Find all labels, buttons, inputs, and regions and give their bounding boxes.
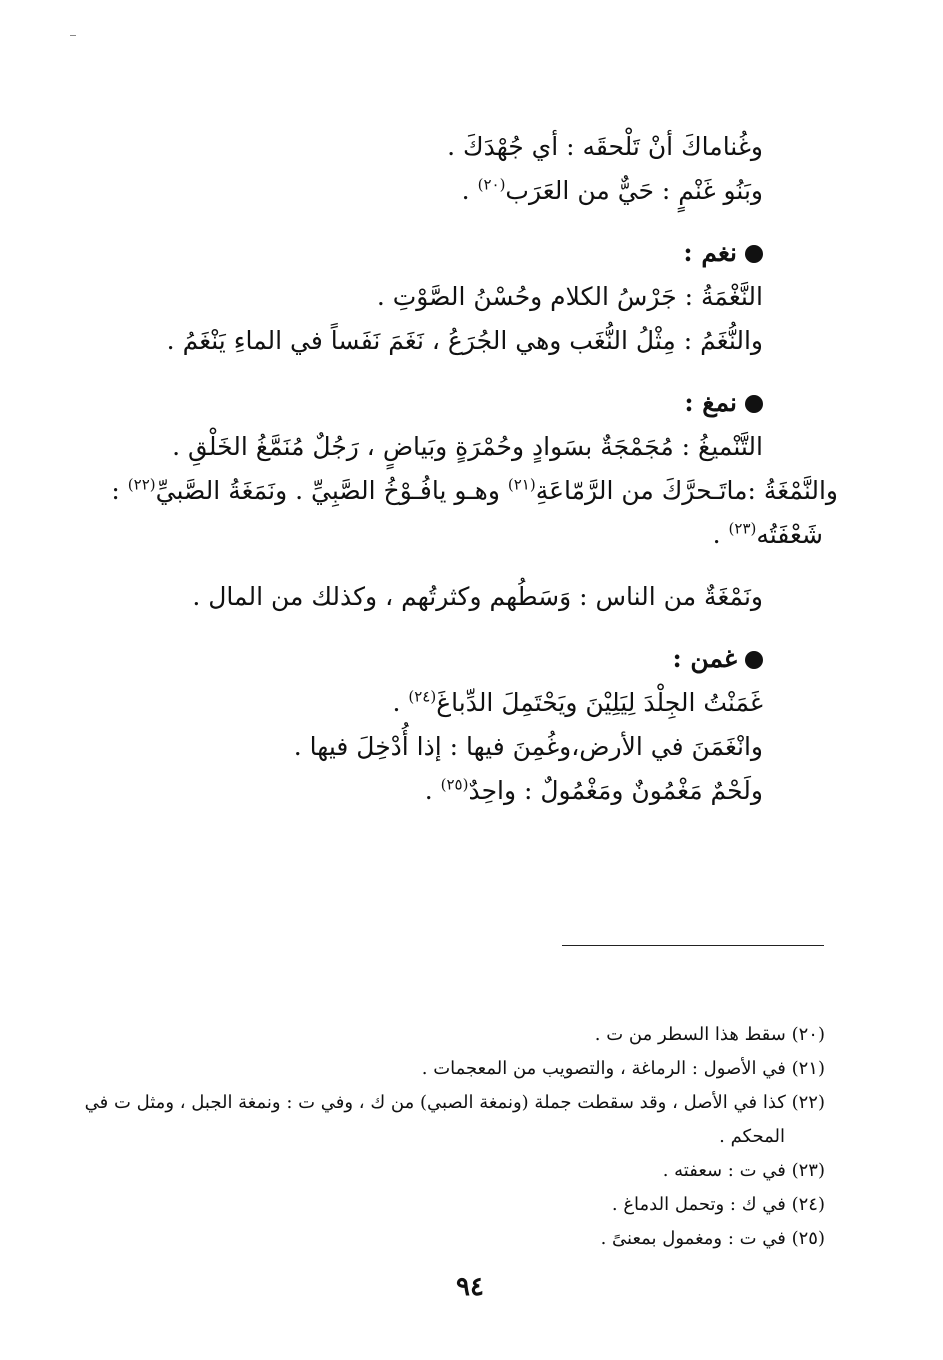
- footnote-ref: (٢٢): [127, 475, 156, 494]
- scan-speck: [70, 35, 76, 36]
- text-line: ونَمْغَةٌ من الناس : وَسَطُهم وكثرتُهم ، وكذلك من المال .: [192, 582, 763, 611]
- footnote: (٢٢) كذا في الأصل ، وقد سقطت جملة (ونمغة الصبي) من ك ، وفي ت : ونمغة الجبل ، ومثل ت في: [84, 1092, 825, 1113]
- footnote-ref: (٢١): [507, 475, 536, 494]
- footnote-ref: (٢٠): [477, 175, 506, 194]
- main-text: [83, 125, 838, 813]
- text-line: التَّنْميغُ : مُجَمْجَةٌ بسَوادٍ وحُمْرَةٍ وبَياضٍ ، رَجُلٌ مُنَمَّغُ الخَلْقِ .: [172, 432, 763, 461]
- footnote-ref: (٢٥): [440, 775, 469, 794]
- bullet-icon: [745, 245, 763, 263]
- footnote: (٢١) في الأصول : الرماغة ، والتصويب من المعجمات .: [421, 1058, 825, 1079]
- section-heading: نغم :: [83, 231, 763, 275]
- text-line-wide: والنَّمْغَةُ :ماتَـحرَّكَ من الرَّمّاعَةِ$^{(٢١)}$ وهـو يافُـوْخُ الصَّبِيِّ . ونَمَغَةُ الصَّبيِّ$^{(٢٢)}$ :: [111, 475, 838, 505]
- text-line: وغُناماكَ أنْ تَلْحقَه : أي جُهْدَكَ .: [447, 132, 763, 161]
- footnote-continuation: المحكم .: [719, 1126, 785, 1147]
- text-line: غَمَنْتُ الجِلْدَ لِيَلِيْنَ ويَحْتَمِلَ الدِّباغَ$^{(٢٤)}$ .: [392, 687, 763, 717]
- text-line: ولَحْمٌ مَغْمُونٌ ومَغْمُولٌ : واحِدٌ$^{(٢٥)}$ .: [424, 775, 763, 805]
- footnotes: [84, 1018, 825, 1256]
- footnote-ref: (٢٣): [728, 519, 757, 538]
- footnote-ref: (٢٤): [408, 687, 437, 706]
- text-line: وبَنُو غَنْمٍ : حَيٌّ من العَرَب$^{(٢٠)}$ .: [461, 175, 763, 205]
- text-line: وانْغَمَنَ في الأرض،وغُمِنَ فيها : إذا أُدْخِلَ فيها .: [293, 732, 763, 761]
- text-line: النَّغْمَةُ : جَرْسُ الكلام وحُسْنُ الصَّوْتِ .: [376, 282, 763, 311]
- bullet-icon: [745, 651, 763, 669]
- text-line: والنُّغَمُ : مِثْلُ النُّغَب وهي الجُرَعُ ، نَغَمَ نَفَساً في الماءِ يَنْغَمُ .: [166, 326, 763, 355]
- footnote: (٢٠) سقط هذا السطر من ت .: [594, 1024, 825, 1045]
- section-heading: نمغ :: [83, 381, 763, 425]
- footnote: (٢٣) في ت : سعفته .: [662, 1160, 825, 1181]
- footnote: (٢٤) في ك : وتحمل الدماغ .: [611, 1194, 825, 1215]
- footnote: (٢٥) في ت : ومغمول بمعنىً .: [600, 1228, 825, 1249]
- bullet-icon: [745, 395, 763, 413]
- text-line: شَعْفَتُه$^{(٢٣)}$ .: [712, 519, 823, 549]
- page-number: ٩٤: [456, 1272, 484, 1302]
- footnote-separator: [562, 945, 824, 946]
- section-heading: غمن :: [83, 637, 763, 681]
